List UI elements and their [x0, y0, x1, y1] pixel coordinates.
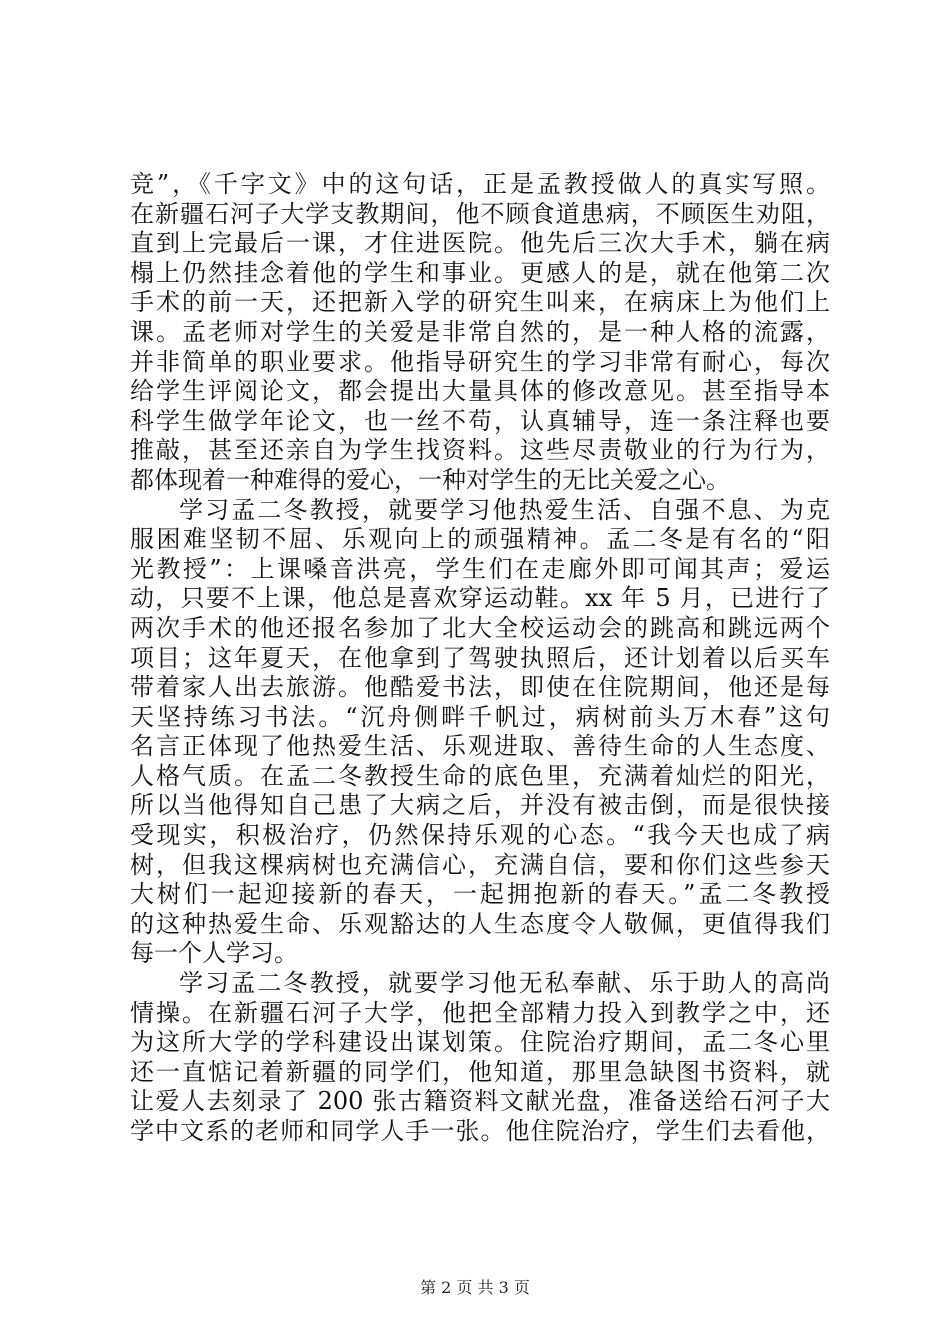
text-line: 为这所大学的学科建设出谋划策。住院治疗期间，孟二冬心里: [130, 1028, 830, 1057]
text-line: 学习孟二冬教授，就要学习他热爱生活、自强不息、为克: [179, 495, 830, 524]
text-line: 让爱人去刻录了 200 张古籍资料文献光盘，准备送给石河子大: [130, 1087, 830, 1116]
text-line: 所以当他得知自己患了大病之后，并没有被击倒，而是很快接: [130, 791, 830, 820]
text-line: 人格气质。在孟二冬教授生命的底色里，充满着灿烂的阳光，: [130, 761, 830, 790]
text-line: 两次手术的他还报名参加了北大全校运动会的跳高和跳远两个: [130, 613, 830, 642]
text-line: 推敲，甚至还亲自为学生找资料。这些尽责敬业的行为行为，: [130, 436, 830, 465]
text-line: 科学生做学年论文，也一丝不苟，认真辅导，连一条注释也要: [130, 406, 830, 435]
page-number-footer: 第 2 页 共 3 页: [420, 1278, 530, 1297]
text-line: 的这种热爱生命、乐观豁达的人生态度令人敬佩，更值得我们: [130, 909, 830, 938]
text-line: 光教授”：上课嗓音洪亮，学生们在走廊外即可闻其声；爱运: [130, 554, 830, 583]
text-line: 学中文系的老师和同学人手一张。他住院治疗，学生们去看他，: [130, 1117, 830, 1145]
document-body: [130, 170, 830, 1147]
text-line: 动，只要不上课，他总是喜欢穿运动鞋。xx 年 5 月，已进行了: [130, 584, 830, 613]
text-line: 给学生评阅论文，都会提出大量具体的修改意见。甚至指导本: [130, 377, 830, 406]
text-line: 每一个人学习。: [130, 939, 298, 968]
text-line: 带着家人出去旅游。他酷爱书法，即使在住院期间，他还是每: [130, 673, 830, 702]
text-line: 竞”，《千字文》中的这句话，正是孟教授做人的真实写照。: [130, 170, 830, 198]
text-line: 手术的前一天，还把新入学的研究生叫来，在病床上为他们上: [130, 288, 830, 317]
text-line: 并非简单的职业要求。他指导研究生的学习非常有耐心，每次: [130, 347, 830, 376]
text-line: 受现实，积极治疗，仍然保持乐观的心态。“我今天也成了病: [130, 821, 830, 850]
text-line: 项目；这年夏天，在他拿到了驾驶执照后，还计划着以后买车: [130, 643, 830, 672]
text-line: 在新疆石河子大学支教期间，他不顾食道患病，不顾医生劝阻，: [130, 199, 830, 228]
text-line: 服困难坚韧不屈、乐观向上的顽强精神。孟二冬是有名的“阳: [130, 525, 830, 554]
text-line: 直到上完最后一课，才住进医院。他先后三次大手术，躺在病: [130, 229, 830, 258]
text-line: 课。孟老师对学生的关爱是非常自然的，是一种人格的流露，: [130, 317, 830, 346]
text-line: 学习孟二冬教授，就要学习他无私奉献、乐于助人的高尚: [179, 969, 830, 998]
text-line: 树，但我这棵病树也充满信心，充满自信，要和你们这些参天: [130, 850, 830, 879]
text-line: 还一直惦记着新疆的同学们，他知道，那里急缺图书资料，就: [130, 1057, 830, 1086]
text-line: 天坚持练习书法。“沉舟侧畔千帆过，病树前头万木春”这句: [130, 702, 830, 731]
text-line: 大树们一起迎接新的春天，一起拥抱新的春天。”孟二冬教授: [130, 880, 830, 909]
text-line: 名言正体现了他热爱生活、乐观进取、善待生命的人生态度、: [130, 732, 830, 761]
text-line: 都体现着一种难得的爱心，一种对学生的无比关爱之心。: [130, 465, 730, 494]
text-line: 情操。在新疆石河子大学，他把全部精力投入到教学之中，还: [130, 998, 830, 1027]
text-line: 榻上仍然挂念着他的学生和事业。更感人的是，就在他第二次: [130, 258, 830, 287]
